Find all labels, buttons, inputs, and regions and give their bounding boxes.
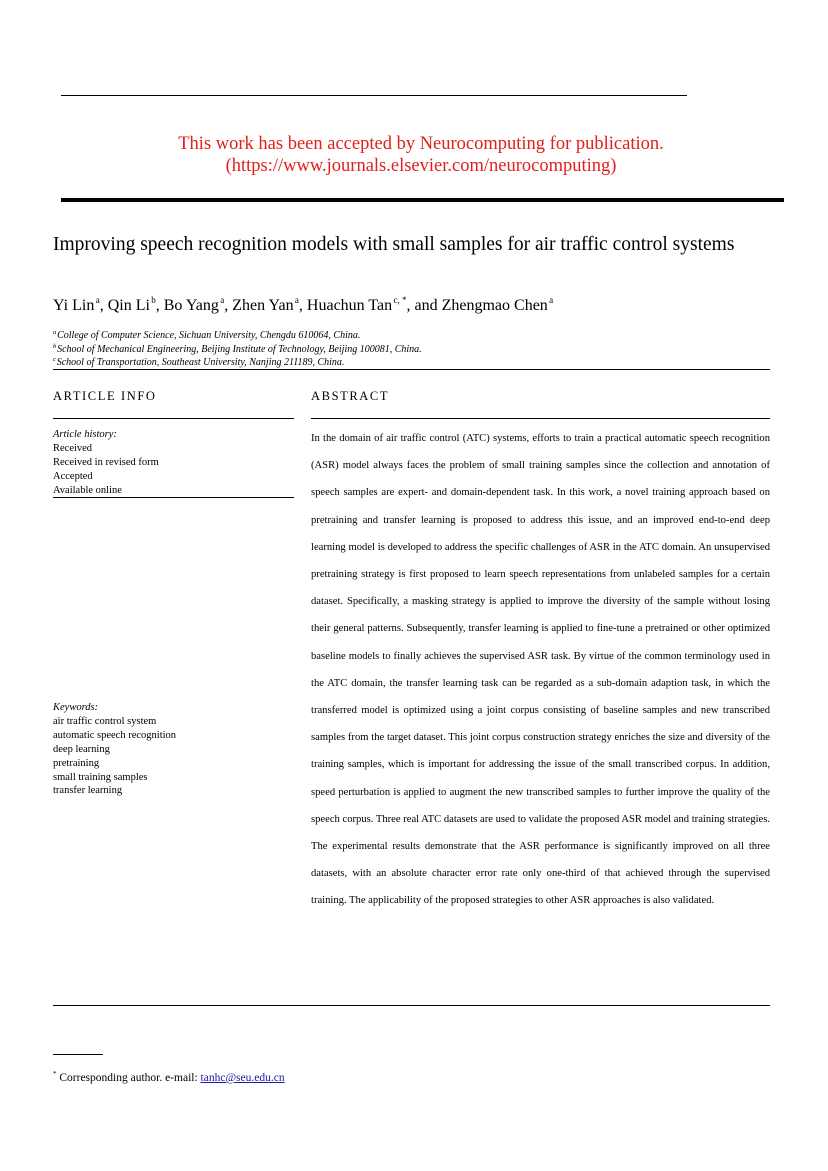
affiliation-rule	[53, 369, 770, 370]
affiliation-text: School of Mechanical Engineering, Beijing Institute of Technology, Beijing 100081, China.	[57, 344, 422, 355]
history-item: Available online	[53, 484, 122, 496]
top-thick-rule	[61, 198, 784, 202]
author-affiliation-mark: a	[549, 295, 554, 305]
affiliation-text: College of Computer Science, Sichuan University, Chengdu 610064, China.	[57, 330, 361, 341]
author-affiliation-mark: a	[220, 295, 225, 305]
top-thin-rule	[61, 95, 687, 96]
author-list	[53, 297, 553, 315]
author-separator: , and	[406, 297, 442, 314]
author-affiliation-mark: c, *	[393, 295, 407, 305]
article-info-heading: ARTICLE INFO	[53, 389, 157, 403]
affiliation	[53, 330, 360, 341]
affiliation-mark: a	[53, 329, 57, 336]
affiliation	[53, 357, 344, 368]
history-item: Accepted	[53, 470, 93, 482]
keywords-label: Keywords:	[53, 702, 99, 713]
abstract-end-rule	[53, 1005, 770, 1006]
author-name: Qin Li	[107, 297, 150, 314]
paper-title: Improving speech recognition models with small samples for air traffic control systems	[53, 234, 735, 255]
notice-line-1: This work has been accepted by Neurocomputing for publication.	[178, 134, 664, 154]
author-name: Zhen Yan	[232, 297, 294, 314]
affiliation-text: School of Transportation, Southeast University, Nanjing 211189, China.	[56, 357, 345, 368]
author-affiliation-mark: b	[151, 295, 156, 305]
history-item: Received	[53, 442, 93, 454]
article-history	[53, 428, 159, 498]
footnote-rule	[53, 1054, 103, 1055]
keyword: deep learning	[53, 743, 110, 755]
keyword: automatic speech recognition	[53, 729, 177, 741]
affiliation-mark: c	[53, 356, 56, 363]
author-separator: ,	[155, 297, 164, 314]
corresponding-author-footnote	[53, 1072, 285, 1084]
footnote-mark: *	[53, 1070, 57, 1078]
author-name: Bo Yang	[163, 297, 219, 314]
abstract-rule	[311, 418, 770, 419]
author-name: Huachun Tan	[306, 297, 393, 314]
publication-notice	[0, 133, 828, 177]
affiliation-mark: b	[53, 343, 57, 350]
author-separator: ,	[224, 297, 233, 314]
article-info-rule	[53, 418, 294, 419]
article-history-label: Article history:	[53, 429, 117, 440]
author-name: Yi Lin	[53, 297, 95, 314]
abstract-heading: ABSTRACT	[311, 389, 390, 403]
keywords-block	[53, 701, 176, 798]
abstract-text: In the domain of air traffic control (ATC) systems, efforts to train a practical automatic speech recognition (ASR) model always faces the problem of small training samples since the collection and annotation of speech samples are expert- and domain-dependent task. In this work, a novel training approach based on pretraining and transfer learning is proposed to address this issue, and an improved end-to-end deep learning model is developed to address the specific challenges of ASR in the ATC domain. An unsupervised pretraining strategy is first proposed to learn speech representations from unlabeled samples for a certain dataset. Specifically, a masking strategy is applied to improve the diversity of the sample without losing their general patterns. Subsequently, transfer learning is applied to fine-tune a pretrained or other optimized baseline models to finally achieves the supervised ASR task. By virtue of the common terminology used in the ATC domain, the transfer learning task can be regarded as a sub-domain adaption task, in which the transferred model is optimized using a joint corpus consisting of baseline samples and new transcribed samples from the target dataset. This joint corpus construction strategy enriches the size and diversity of the training samples, which is important for addressing the issue of the small transcribed corpus. In addition, speed perturbation is applied to augment the new transcribed samples to further improve the quality of the speech corpus. Three real ATC datasets are used to validate the proposed ASR model and training strategies. The experimental results demonstrate that the ASR performance is significantly improved on all three datasets, with an absolute character error rate only one-third of that achieved through the supervised training. The applicability of the proposed strategies to other ASR approaches is also validated.	[311, 433, 770, 907]
author-affiliation-mark: a	[95, 295, 100, 305]
affiliation	[53, 344, 422, 355]
keyword: transfer learning	[53, 785, 123, 797]
email-link[interactable]: tanhc@seu.edu.cn	[200, 1072, 285, 1084]
author-affiliation-mark: a	[294, 295, 299, 305]
author-separator: ,	[99, 297, 108, 314]
keyword: air traffic control system	[53, 715, 157, 727]
author-name: Zhengmao Chen	[441, 297, 548, 314]
notice-line-2: (https://www.journals.elsevier.com/neurocomputing)	[225, 156, 617, 176]
keyword: pretraining	[53, 757, 100, 769]
history-item: Received in revised form	[53, 456, 159, 468]
keyword: small training samples	[53, 771, 148, 783]
author-separator: ,	[298, 297, 307, 314]
footnote-text: Corresponding author. e-mail:	[56, 1072, 201, 1084]
